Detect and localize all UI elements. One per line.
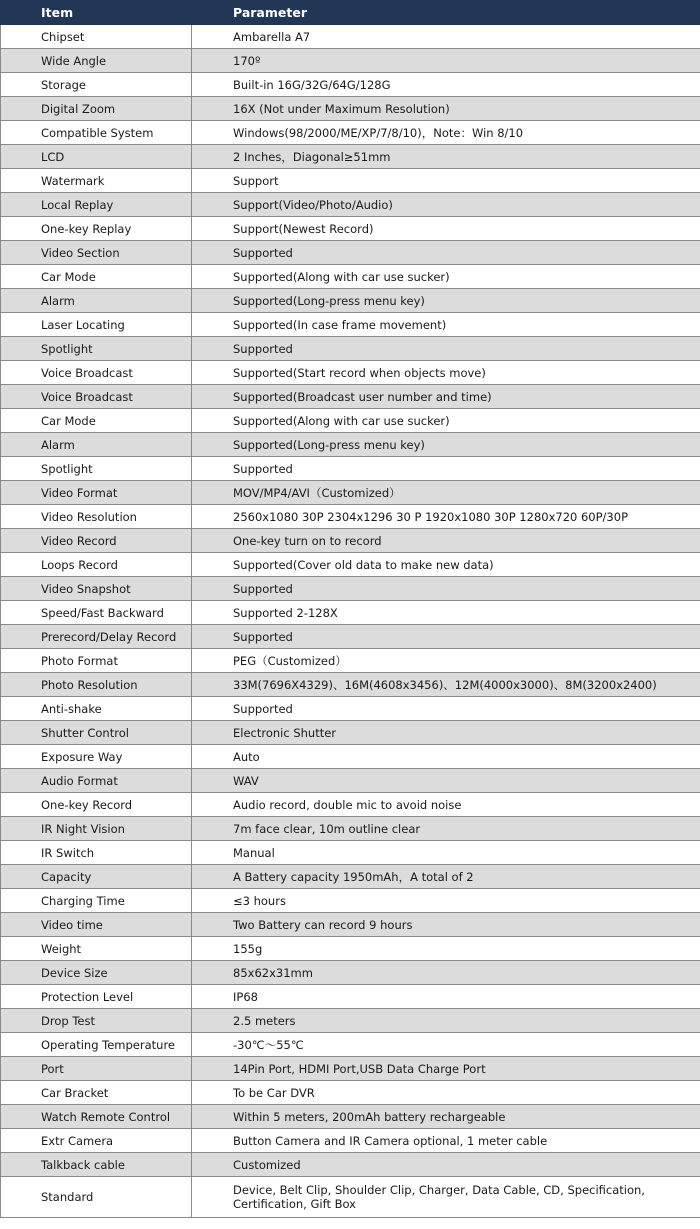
row-value: Windows(98/2000/ME/XP/7/8/10)，Note：Win 8/10 <box>192 121 700 145</box>
row-value: Supported(Long-press menu key) <box>192 433 700 457</box>
row-item: Protection Level <box>1 985 192 1009</box>
table-row <box>1 673 700 697</box>
row-item: Speed/Fast Backward <box>1 601 192 625</box>
row-value: PEG（Customized） <box>192 649 700 673</box>
table-row <box>1 289 700 313</box>
table-row <box>1 145 700 169</box>
row-item: Capacity <box>1 865 192 889</box>
row-value: 16X (Not under Maximum Resolution) <box>192 97 700 121</box>
row-value: 7m face clear, 10m outline clear <box>192 817 700 841</box>
row-item: Exposure Way <box>1 745 192 769</box>
row-value: 2560x1080 30P 2304x1296 30 P 1920x1080 30P 1280x720 60P/30P <box>192 505 700 529</box>
table-row <box>1 841 700 865</box>
table-row <box>1 313 700 337</box>
row-item: One-key Record <box>1 793 192 817</box>
table-row <box>1 889 700 913</box>
table-row <box>1 241 700 265</box>
table-row <box>1 745 700 769</box>
row-value: To be Car DVR <box>192 1081 700 1105</box>
row-item: Device Size <box>1 961 192 985</box>
row-value: Supported(In case frame movement) <box>192 313 700 337</box>
table-row <box>1 505 700 529</box>
table-row <box>1 1153 700 1177</box>
row-item: Talkback cable <box>1 1153 192 1177</box>
table-row <box>1 433 700 457</box>
table-row <box>1 769 700 793</box>
row-value: Built-in 16G/32G/64G/128G <box>192 73 700 97</box>
row-value: Supported <box>192 625 700 649</box>
row-value: Audio record, double mic to avoid noise <box>192 793 700 817</box>
row-value: IP68 <box>192 985 700 1009</box>
table-row <box>1 217 700 241</box>
table-row <box>1 961 700 985</box>
row-value: Customized <box>192 1153 700 1177</box>
row-value: 33M(7696X4329)、16M(4608x3456)、12M(4000x3000)、8M(3200x2400) <box>192 673 700 697</box>
table-row <box>1 265 700 289</box>
row-item: IR Switch <box>1 841 192 865</box>
row-item: Voice Broadcast <box>1 385 192 409</box>
row-value: 170º <box>192 49 700 73</box>
row-item: Drop Test <box>1 1009 192 1033</box>
table-row <box>1 529 700 553</box>
row-value: Auto <box>192 745 700 769</box>
row-item: Video Resolution <box>1 505 192 529</box>
row-item: Car Bracket <box>1 1081 192 1105</box>
row-value: Within 5 meters, 200mAh battery rechargeable <box>192 1105 700 1129</box>
row-value: Supported(Broadcast user number and time) <box>192 385 700 409</box>
row-value: 2 Inches，Diagonal≥51mm <box>192 145 700 169</box>
table-row <box>1 865 700 889</box>
table-row <box>1 25 700 49</box>
row-item: LCD <box>1 145 192 169</box>
table-row <box>1 1009 700 1033</box>
table-header-row <box>1 1 700 25</box>
row-value: Device, Belt Clip, Shoulder Clip, Charger, Data Cable, CD, Specification, Certification, Gift Box <box>192 1177 700 1218</box>
row-item: Storage <box>1 73 192 97</box>
row-value: 2.5 meters <box>192 1009 700 1033</box>
row-value: 14Pin Port, HDMI Port,USB Data Charge Port <box>192 1057 700 1081</box>
row-item: Port <box>1 1057 192 1081</box>
row-value: Electronic Shutter <box>192 721 700 745</box>
row-item: Chipset <box>1 25 192 49</box>
row-value: Supported(Start record when objects move) <box>192 361 700 385</box>
table-row <box>1 361 700 385</box>
row-item: Video Record <box>1 529 192 553</box>
row-item: Video Section <box>1 241 192 265</box>
table-row <box>1 193 700 217</box>
row-value: Supported <box>192 457 700 481</box>
table-row <box>1 937 700 961</box>
table-row <box>1 553 700 577</box>
table-body <box>1 25 700 1218</box>
row-item: Video time <box>1 913 192 937</box>
row-item: Video Format <box>1 481 192 505</box>
table-row <box>1 1177 700 1218</box>
row-value: Support <box>192 169 700 193</box>
row-value: Supported <box>192 697 700 721</box>
row-item: Photo Resolution <box>1 673 192 697</box>
row-item: Watch Remote Control <box>1 1105 192 1129</box>
row-item: Digital Zoom <box>1 97 192 121</box>
row-value: Supported 2-128X <box>192 601 700 625</box>
table-row <box>1 1105 700 1129</box>
row-value: A Battery capacity 1950mAh，A total of 2 <box>192 865 700 889</box>
row-value: Supported <box>192 337 700 361</box>
row-item: Anti-shake <box>1 697 192 721</box>
row-value: MOV/MP4/AVI（Customized） <box>192 481 700 505</box>
row-item: Spotlight <box>1 457 192 481</box>
table-row <box>1 457 700 481</box>
row-value: -30℃～55℃ <box>192 1033 700 1057</box>
table-row <box>1 649 700 673</box>
row-item: Weight <box>1 937 192 961</box>
row-item: Watermark <box>1 169 192 193</box>
row-value: Support(Video/Photo/Audio) <box>192 193 700 217</box>
row-item: Local Replay <box>1 193 192 217</box>
row-item: Spotlight <box>1 337 192 361</box>
table-row <box>1 73 700 97</box>
table-row <box>1 409 700 433</box>
row-value: Two Battery can record 9 hours <box>192 913 700 937</box>
row-value: One-key turn on to record <box>192 529 700 553</box>
header-item: Item <box>1 1 192 25</box>
row-value: 155g <box>192 937 700 961</box>
row-value: Supported <box>192 241 700 265</box>
row-item: Wide Angle <box>1 49 192 73</box>
row-item: Prerecord/Delay Record <box>1 625 192 649</box>
row-value: ≤3 hours <box>192 889 700 913</box>
table-row <box>1 337 700 361</box>
table-row <box>1 121 700 145</box>
row-item: Video Snapshot <box>1 577 192 601</box>
row-item: One-key Replay <box>1 217 192 241</box>
row-item: Alarm <box>1 289 192 313</box>
table-row <box>1 1129 700 1153</box>
table-row <box>1 169 700 193</box>
table-row <box>1 913 700 937</box>
table-row <box>1 1081 700 1105</box>
row-item: Alarm <box>1 433 192 457</box>
row-item: Car Mode <box>1 265 192 289</box>
row-item: Car Mode <box>1 409 192 433</box>
table-row <box>1 385 700 409</box>
table-row <box>1 625 700 649</box>
row-item: Extr Camera <box>1 1129 192 1153</box>
table-row <box>1 577 700 601</box>
table-row <box>1 721 700 745</box>
row-value: 85x62x31mm <box>192 961 700 985</box>
row-item: Operating Temperature <box>1 1033 192 1057</box>
table-row <box>1 49 700 73</box>
row-value: Support(Newest Record) <box>192 217 700 241</box>
table-row <box>1 1033 700 1057</box>
row-item: Photo Format <box>1 649 192 673</box>
row-value: Supported(Long-press menu key) <box>192 289 700 313</box>
row-item: Compatible System <box>1 121 192 145</box>
row-item: Voice Broadcast <box>1 361 192 385</box>
table-row <box>1 601 700 625</box>
table-row <box>1 1057 700 1081</box>
row-value: Supported(Cover old data to make new data) <box>192 553 700 577</box>
table-row <box>1 817 700 841</box>
row-item: Charging Time <box>1 889 192 913</box>
row-value: Manual <box>192 841 700 865</box>
row-value: Supported <box>192 577 700 601</box>
header-parameter: Parameter <box>192 1 700 25</box>
table-row <box>1 793 700 817</box>
row-value: Button Camera and IR Camera optional, 1 meter cable <box>192 1129 700 1153</box>
table-row <box>1 985 700 1009</box>
table-row <box>1 697 700 721</box>
row-value: Supported(Along with car use sucker) <box>192 409 700 433</box>
table-row <box>1 97 700 121</box>
row-item: Loops Record <box>1 553 192 577</box>
row-item: Audio Format <box>1 769 192 793</box>
row-value: Ambarella A7 <box>192 25 700 49</box>
row-value: WAV <box>192 769 700 793</box>
row-value: Supported(Along with car use sucker) <box>192 265 700 289</box>
table-row <box>1 481 700 505</box>
row-item: Standard <box>1 1177 192 1218</box>
row-item: Shutter Control <box>1 721 192 745</box>
row-item: IR Night Vision <box>1 817 192 841</box>
row-item: Laser Locating <box>1 313 192 337</box>
